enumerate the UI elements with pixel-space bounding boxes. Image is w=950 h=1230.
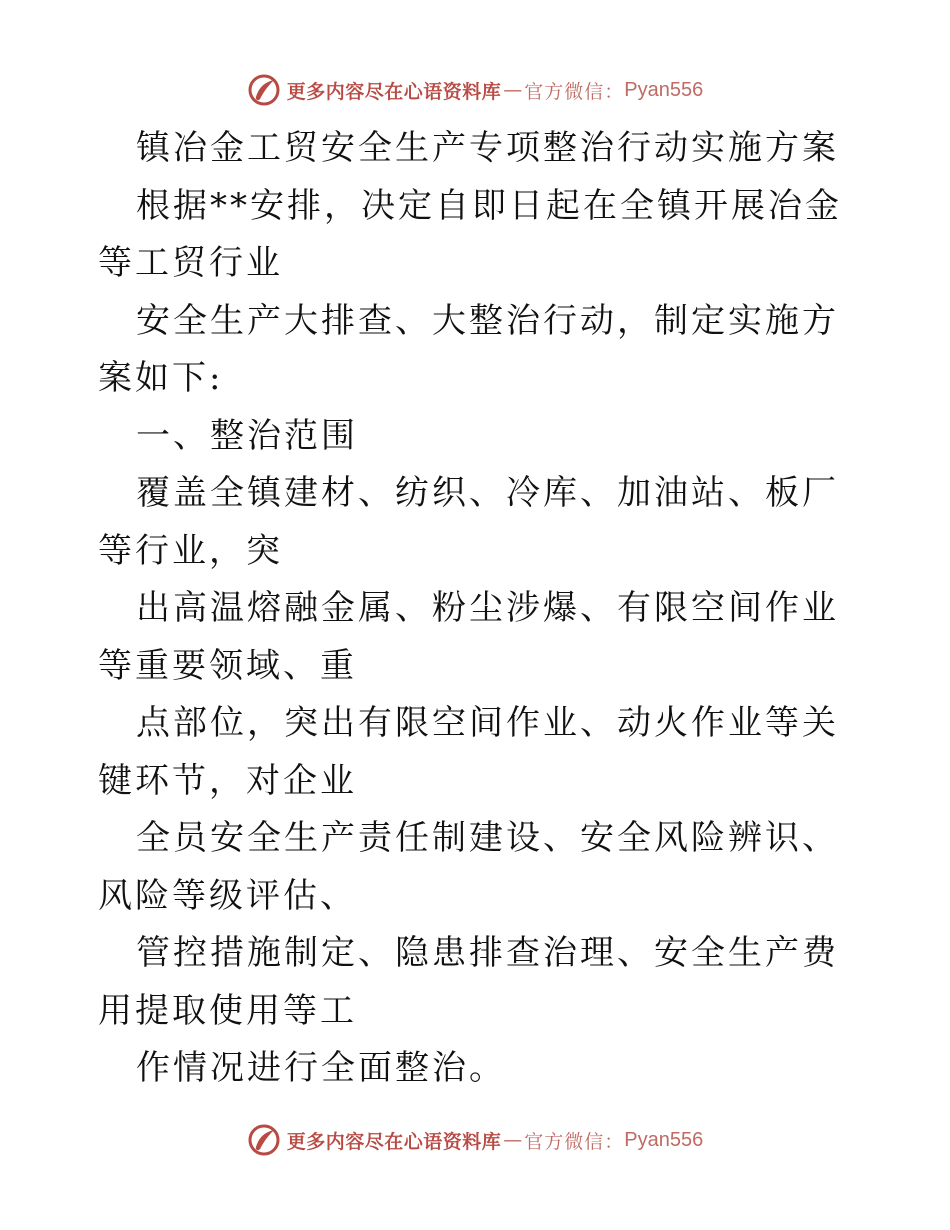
watermark-separator: — [503, 1129, 523, 1151]
paragraph: 出高温熔融金属、粉尘涉爆、有限空间作业等重要领域、重 [98, 588, 839, 686]
watermark-wechat-label: 官方微信： [524, 80, 625, 103]
watermark-wechat-label: 官方微信： [524, 1130, 625, 1153]
document-title: 镇冶金工贸安全生产专项整治行动实施方案 [136, 128, 839, 168]
paragraph: 管控措施制定、隐患排查治理、安全生产费用提取使用等工 [98, 933, 839, 1031]
watermark-wechat-id: Pyan556 [624, 1128, 704, 1151]
footer-watermark [0, 1120, 950, 1160]
watermark-wechat-id: Pyan556 [624, 78, 704, 101]
logo-icon [247, 73, 281, 107]
paragraph: 根据**安排，决定自即日起在全镇开展冶金等工贸行业 [98, 185, 842, 283]
section-heading: 一、整治范围 [136, 415, 358, 456]
watermark-text: 更多内容尽在心语资料库 [286, 80, 502, 103]
document-body [98, 120, 858, 1098]
logo-icon [247, 1123, 281, 1157]
header-watermark [0, 70, 950, 110]
watermark-separator: — [503, 79, 523, 101]
paragraph: 安全生产大排查、大整治行动，制定实施方案如下: [98, 300, 839, 398]
paragraph: 覆盖全镇建材、纺织、冷库、加油站、板厂等行业，突 [98, 473, 839, 571]
paragraph: 全员安全生产责任制建设、安全风险辨识、风险等级评估、 [98, 818, 839, 916]
watermark-text: 更多内容尽在心语资料库 [286, 1130, 502, 1153]
paragraph: 作情况进行全面整治。 [136, 1048, 506, 1088]
paragraph: 点部位，突出有限空间作业、动火作业等关键环节，对企业 [98, 703, 839, 801]
